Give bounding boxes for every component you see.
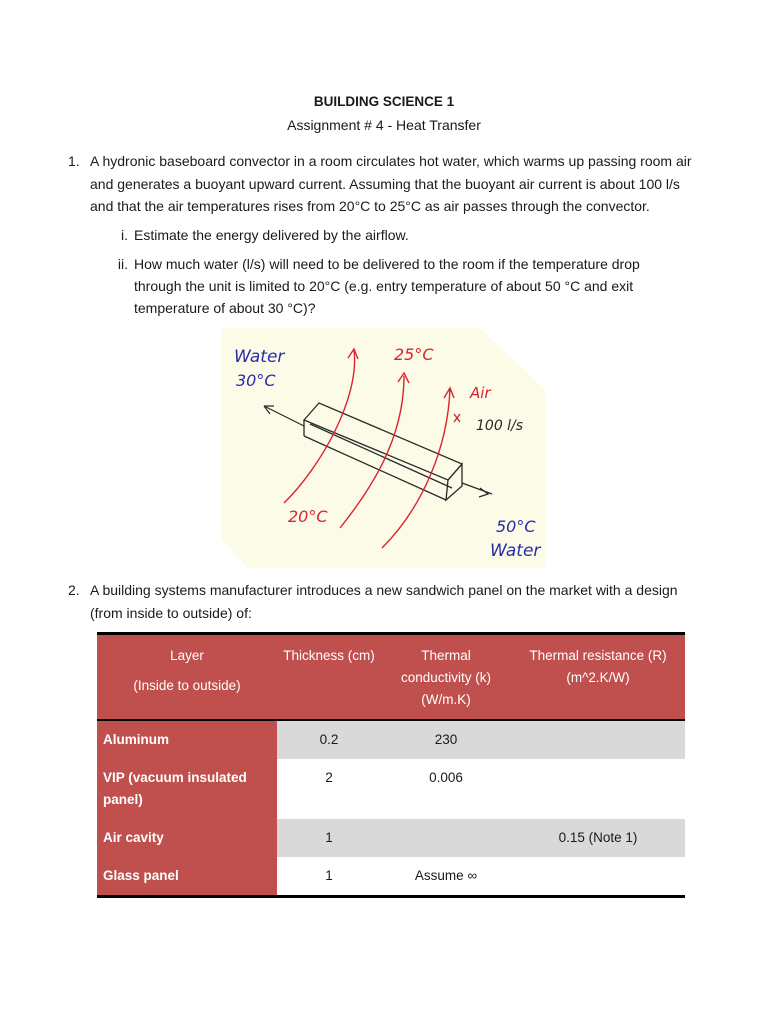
part-number: i.	[121, 227, 128, 243]
air-label: Air	[470, 384, 491, 402]
header-thickness: Thickness (cm)	[277, 634, 381, 721]
water-outlet-temp: 30°C	[236, 371, 276, 390]
row-thickness: 1	[277, 857, 381, 897]
air-inlet-temp: 20°C	[288, 507, 328, 526]
part-text: How much water (l/s) will need to be delivered to the room if the temperature drop through the unit is limited to 20°C (e.g. entry temperature of about 50 °C and exit temperature of about 30 °C)?	[134, 256, 640, 316]
table-row	[97, 720, 685, 759]
table-row	[97, 819, 685, 857]
header-resistance: Thermal resistance (R) (m^2.K/W)	[511, 634, 685, 721]
row-thickness: 2	[277, 759, 381, 819]
question-text: A hydronic baseboard convector in a room circulates hot water, which warms up passing room air and generates a buoyant upward current. Assuming that the buoyant air current is about 100 l/s and that the air temperatures rises from 20°C to 25°C as air passes through the convector.	[90, 153, 692, 214]
table-header-row	[97, 634, 685, 721]
convector-sketch	[222, 328, 545, 568]
panel-layers-table	[97, 632, 685, 898]
table-row	[97, 759, 685, 819]
question-text: A building systems manufacturer introduces a new sandwich panel on the market with a design (from inside to outside) of:	[90, 582, 678, 621]
table-row	[97, 857, 685, 897]
row-layer-name: VIP (vacuum insulated panel)	[97, 759, 277, 819]
convector-sketch-drawing	[222, 328, 545, 568]
part-text: Estimate the energy delivered by the airflow.	[134, 227, 409, 243]
row-layer-name: Glass panel	[97, 857, 277, 897]
row-resistance	[511, 759, 685, 819]
document-subtitle: Assignment # 4 - Heat Transfer	[287, 117, 481, 133]
row-resistance	[511, 857, 685, 897]
water-outlet-label: Water	[234, 347, 285, 367]
header-conductivity: Thermal conductivity (k) (W/m.K)	[381, 634, 511, 721]
row-thickness: 0.2	[277, 720, 381, 759]
question-number: 1.	[68, 153, 80, 169]
row-layer-name: Air cavity	[97, 819, 277, 857]
header-layer	[97, 634, 277, 721]
part-number: ii.	[117, 256, 128, 272]
row-conductivity: Assume ∞	[381, 857, 511, 897]
question-number: 2.	[68, 582, 80, 598]
document-title: BUILDING SCIENCE 1	[313, 94, 455, 109]
header-layer-subtitle: (Inside to outside)	[133, 678, 241, 693]
row-resistance: 0.15 (Note 1)	[511, 819, 685, 857]
header-layer-title: Layer	[170, 648, 204, 663]
row-thickness: 1	[277, 819, 381, 857]
row-layer-name: Aluminum	[97, 720, 277, 759]
water-inlet-label: Water	[490, 541, 541, 561]
row-conductivity: 0.006	[381, 759, 511, 819]
row-resistance	[511, 720, 685, 759]
air-outlet-temp: 25°C	[394, 345, 434, 364]
row-conductivity	[381, 819, 511, 857]
air-flow-label: 100 l/s	[476, 418, 524, 434]
row-conductivity: 230	[381, 720, 511, 759]
water-inlet-temp: 50°C	[496, 517, 536, 536]
